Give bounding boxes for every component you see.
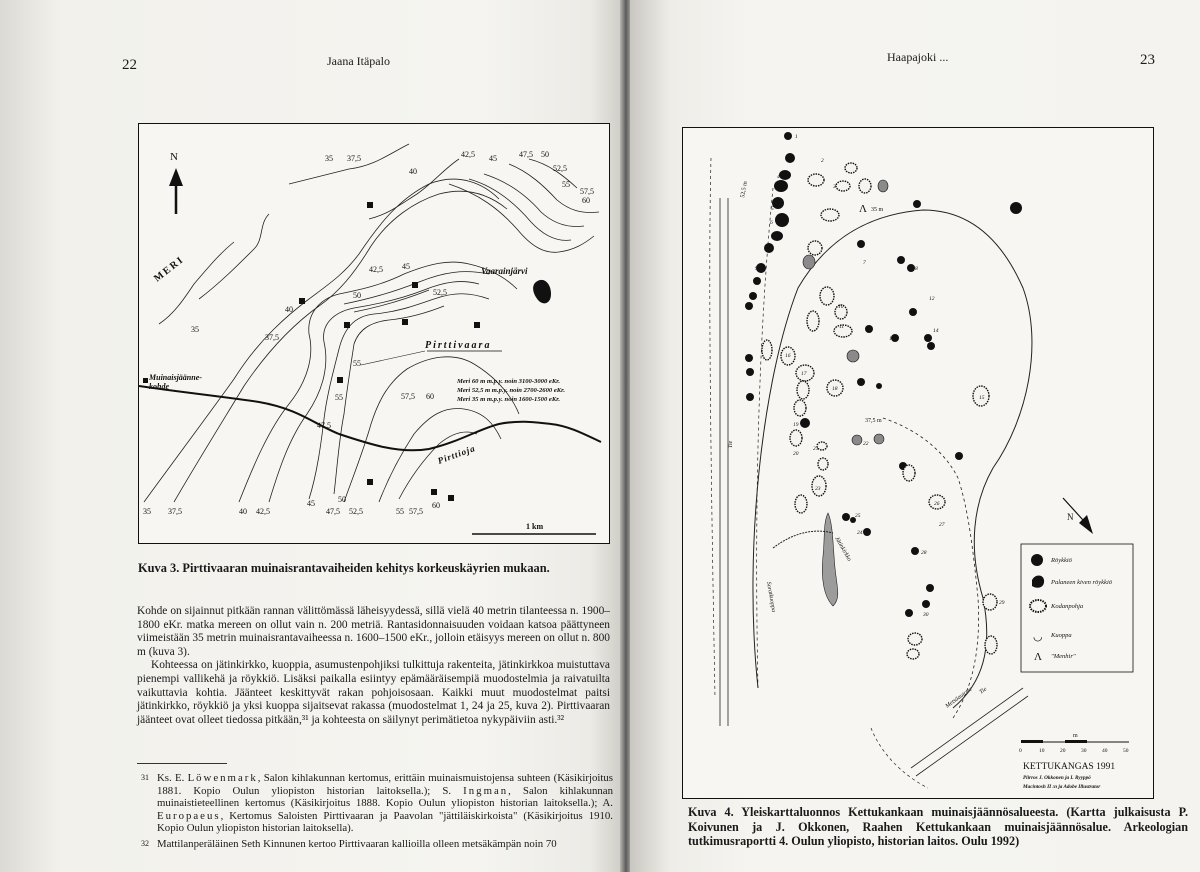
contour-label: 50 xyxy=(541,150,549,159)
lake-vaarainjarvi xyxy=(533,280,551,303)
marker-number: 7 xyxy=(863,260,866,266)
road-line xyxy=(916,696,1028,776)
site-marker xyxy=(402,319,408,325)
marker-number: 12 xyxy=(929,296,935,302)
marker-number: 11 xyxy=(839,324,845,330)
contour-label: 57,5 xyxy=(401,392,415,401)
pirttivaara-label: Pirttivaara xyxy=(425,340,492,351)
north-label: N xyxy=(1067,512,1074,522)
contour-label: 35 xyxy=(191,325,199,334)
contour-lines xyxy=(144,144,599,502)
cairn-markers xyxy=(745,132,1022,617)
marker-number: 20 xyxy=(793,451,799,457)
hut-base-markers xyxy=(762,163,997,659)
hut-base xyxy=(845,163,857,173)
marker-number: 4 xyxy=(777,174,780,180)
marker-number: 5 xyxy=(771,206,774,212)
cairn xyxy=(909,308,917,316)
cairn xyxy=(922,600,930,608)
hut-base xyxy=(907,649,919,659)
hut-base xyxy=(790,430,802,446)
site-marker xyxy=(412,282,418,288)
scale-tick: 30 xyxy=(1081,748,1087,754)
shaded-site xyxy=(852,435,862,445)
level-37-5m: 37,5 m xyxy=(865,418,882,424)
contour-map xyxy=(139,124,609,543)
marker-number: 6 xyxy=(770,220,773,226)
marker-number: 9 xyxy=(755,266,758,272)
running-head: Haapajoki ... xyxy=(887,50,949,64)
burnt-cairn-legend-icon xyxy=(1032,576,1044,588)
paragraph: Kohteessa on jätinkirkko, kuoppia, asumustenpohjiksi tulkittuja rakenteita, jätinkirkkoa muistuttava pienempi vallikehä ja röykkiö. Lisäksi paikalla esiintyy epämääräisempiä muodostelmia ja raivatuilta vaikuttavia kohtia. Jäänteet keskittyvät rakan pohjoisosaan. Kaikki muut muodostelmat paitsi jätinkirkko, röykkiö ja yksi kuoppa sijaitsevat rakassa (muodostelmat 1, 24 ja 25, kuva 2). Pirttivaaran jäänteet ovat olleet tiedossa pitkään,³¹ ja kohteesta on säilynyt perimätietoa nykypäiviin asti.³² xyxy=(137,659,610,726)
contour-label: 35 xyxy=(143,507,151,516)
contour-label: 45 xyxy=(489,154,497,163)
shaded-site xyxy=(874,434,884,444)
contour-label: 55 xyxy=(562,180,570,189)
contour-label: 55 xyxy=(353,359,361,368)
site-marker xyxy=(367,202,373,208)
menhir-legend-icon: Λ xyxy=(1034,651,1042,663)
cairn xyxy=(784,132,792,140)
jatinkirkko-shape xyxy=(822,513,837,606)
footnote xyxy=(137,772,613,835)
hut-base xyxy=(797,381,809,399)
cairn xyxy=(764,243,774,253)
contour-label: 50 xyxy=(338,495,346,504)
scale-label: 1 km xyxy=(526,522,544,531)
soratkuoppa-label: Soratkuoppa xyxy=(765,581,777,613)
contour-label: 60 xyxy=(426,392,434,401)
pit-legend-icon: ◡ xyxy=(1033,631,1043,643)
contour-label: 57,5 xyxy=(580,187,594,196)
right-page xyxy=(630,0,1200,872)
scale-tick: 40 xyxy=(1102,748,1108,754)
contour-label: 45 xyxy=(402,262,410,271)
footnote-rule xyxy=(137,763,227,764)
jatinkirkko-label: Jätinkirkko xyxy=(833,536,852,563)
cairn xyxy=(857,378,865,386)
marker-number: 18 xyxy=(832,386,838,392)
site-marker xyxy=(344,322,350,328)
sea-level-line: Meri 52,5 m m.p.y. noin 2700-2600 eKr. xyxy=(457,387,566,394)
cairn xyxy=(774,180,788,192)
footnote-text: Mattilanperäläinen Seth Kinnunen kertoo Pirttivaaran kallioilla olleen metsäkämpän noin 70 xyxy=(157,837,557,850)
shaded-site xyxy=(803,255,815,269)
contour-label: 60 xyxy=(432,501,440,510)
cairn-legend-icon xyxy=(1031,554,1043,566)
cairn xyxy=(876,383,882,389)
contour-label: 42,5 xyxy=(369,265,383,274)
hut-base xyxy=(762,340,772,360)
map-credits: Macintosh II :n ja Adobe Illustrator xyxy=(1023,784,1101,790)
cairn xyxy=(779,170,791,180)
scale-bar xyxy=(1019,733,1129,754)
metsatie-label: Metsäautotie xyxy=(944,686,974,710)
legend-item: Kuoppa xyxy=(1051,632,1072,639)
cairn xyxy=(746,393,754,401)
marker-number: 16 xyxy=(785,353,791,359)
cairn xyxy=(907,264,915,272)
marker-number: 10 xyxy=(838,304,844,310)
marker-number: 17 xyxy=(801,371,807,377)
cairn xyxy=(913,200,921,208)
marker-number: 8 xyxy=(915,266,918,272)
hut-base xyxy=(794,400,806,416)
marker-number: 29 xyxy=(999,600,1005,606)
hut-base xyxy=(820,287,834,305)
contour-label: 60 xyxy=(582,196,590,205)
north-label: N xyxy=(170,151,178,163)
footnote-text: , Kertomus Saloisten Pirttivaaran ja Paavolan "jättiläiskirkoista" (Käsikirjoitus 1910. Kopio Oulun yliopiston historian laitoksella). xyxy=(157,809,613,835)
running-head: Jaana Itäpalo xyxy=(327,54,390,68)
footnote-author: Europaeus xyxy=(157,809,221,822)
paragraph: Kohde on sijainnut pitkään rannan välittömässä läheisyydessä, sillä vielä 40 metrin tilanteessa n. 1900–1800 eKr. matka mereen on ollut vain n. 200 metriä. Rantasidonnaisuuden voidaan katsoa päättyneen viimeistään 35 metrin muinaisrantavaiheessa n. 1600–1500 eKr., jolloin etäisyys mereen on ollut n. 800 m (kuva 3). xyxy=(137,605,610,658)
pirttioja-label: Pirttioja xyxy=(436,442,477,466)
contour-label: 52,5 xyxy=(553,164,567,173)
map-credits: Piirros J. Okkonen ja I. Ryyppö xyxy=(1023,775,1091,781)
scale-tick: 0 xyxy=(1019,748,1022,754)
menhir-icon: Λ xyxy=(859,203,867,215)
cairn xyxy=(1010,202,1022,214)
site-marker xyxy=(431,489,437,495)
cairn xyxy=(745,302,753,310)
contour-label: 40 xyxy=(239,507,247,516)
hut-base xyxy=(807,311,819,331)
cairn xyxy=(772,197,784,209)
marker-number: 2 xyxy=(821,158,824,164)
marker-number: 13 xyxy=(889,336,895,342)
area-boundary xyxy=(753,210,1032,708)
contour-label: 42,5 xyxy=(461,150,475,159)
cairn xyxy=(746,368,754,376)
marker-number: 19 xyxy=(793,422,799,428)
meri-label: MERI xyxy=(152,254,187,285)
site-marker xyxy=(337,377,343,383)
contour-label: 55 xyxy=(396,507,404,516)
level-35m: 35 m xyxy=(871,207,884,213)
shaded-site xyxy=(847,350,859,362)
cairn xyxy=(865,325,873,333)
marker-number: 30 xyxy=(923,612,929,618)
marker-number: 21 xyxy=(813,446,819,452)
figure-map-kettukangas xyxy=(682,127,1154,799)
vaarainjarvi-label: Vaarainjärvi xyxy=(481,266,528,276)
site-marker xyxy=(474,322,480,328)
hut-base xyxy=(983,594,997,610)
scale-tick: 50 xyxy=(1123,748,1129,754)
cairn xyxy=(924,334,932,342)
hut-base xyxy=(985,636,997,654)
marker-number: 15 xyxy=(979,395,985,401)
contour-label: 52,5 xyxy=(349,507,363,516)
cairn xyxy=(745,354,753,362)
legend-item: Palaneen kiven röykkiö xyxy=(1051,579,1112,586)
cairn xyxy=(926,584,934,592)
contour-label: 37,5 xyxy=(265,333,279,342)
legend-item: Kodanpohja xyxy=(1051,603,1084,610)
contour-label: 52,5 xyxy=(433,288,447,297)
hut-base xyxy=(818,458,828,470)
contour-label: 45 xyxy=(307,499,315,508)
cairn xyxy=(749,292,757,300)
cairn xyxy=(927,342,935,350)
marker-number: 24 xyxy=(857,530,863,536)
legend-square-icon xyxy=(143,378,148,383)
contour-label: 35 xyxy=(325,154,333,163)
hut-base xyxy=(903,465,915,481)
marker-number: 14 xyxy=(933,328,939,334)
hut-base xyxy=(836,181,850,191)
site-marker xyxy=(299,298,305,304)
site-marker xyxy=(367,479,373,485)
marker-number: 23 xyxy=(815,486,821,492)
scale-tick: 10 xyxy=(1039,748,1045,754)
figure-map-pirttivaara xyxy=(138,123,610,544)
marker-number: 27 xyxy=(939,522,945,528)
legend-muinaisjaanne-text: Muinaisjäänne-kohde xyxy=(149,373,202,391)
footnote-text: , Salon kihlakunnan muinaistieteellinen kertomus (Käsikirjoitus 1888. Kopio Oulun yliopiston historian laitoksella.); A. xyxy=(157,784,613,810)
cairn xyxy=(771,231,783,241)
hut-base xyxy=(859,179,871,193)
marker-number: 3 xyxy=(833,184,836,190)
marker-number: 28 xyxy=(921,550,927,556)
cairn xyxy=(897,256,905,264)
cairn xyxy=(842,513,850,521)
road-label: Tie xyxy=(728,440,734,448)
hut-legend-icon xyxy=(1030,600,1046,612)
contour-label: 47,5 xyxy=(519,150,533,159)
hut-base xyxy=(821,209,839,221)
contour-label: 55 xyxy=(335,393,343,402)
marker-number: 26 xyxy=(934,501,940,507)
footnote-text: Ks. E. xyxy=(157,772,188,784)
pirttivaara-leader xyxy=(361,351,425,365)
marker-number: 25 xyxy=(855,513,861,519)
site-map xyxy=(683,128,1153,798)
level-52-5m: 52,5 m xyxy=(740,180,749,199)
footnote-mark: 32 xyxy=(141,838,149,848)
footnote xyxy=(137,838,613,851)
cairn xyxy=(753,277,761,285)
contour-label: 57,5 xyxy=(409,507,423,516)
cairn xyxy=(905,609,913,617)
footnote-text: , Salon kihlakunnan kertomus, erittäin muinaismuistojensa suhteen (Käsikirjoitus 1881. Kopio Oulun yliopiston historian laitoksella.); S. xyxy=(157,772,613,797)
body-text xyxy=(137,605,610,727)
shaded-site xyxy=(878,180,888,192)
marker-number: 1 xyxy=(795,134,798,140)
footnotes xyxy=(137,772,613,854)
figure-caption: Kuva 3. Pirttivaaran muinaisrantavaiheiden kehitys korkeuskäyrien mukaan. xyxy=(138,561,550,575)
legend-item: Röykkiö xyxy=(1051,557,1072,564)
hut-base xyxy=(808,241,822,255)
scale-tick: 20 xyxy=(1060,748,1066,754)
contour-label: 47,5 xyxy=(317,421,331,430)
page-number: 22 xyxy=(122,57,137,73)
cairn xyxy=(863,528,871,536)
hut-base xyxy=(808,174,824,186)
footnote-mark: 31 xyxy=(141,773,149,782)
scale-unit: m xyxy=(1073,733,1078,739)
scale-bar-segment xyxy=(1065,740,1087,743)
cairn xyxy=(800,418,810,428)
contour-label: 50 xyxy=(353,291,361,300)
map-title: KETTUKANGAS 1991 xyxy=(1023,762,1116,772)
contour-label: 42,5 xyxy=(256,507,270,516)
hut-base xyxy=(908,633,922,645)
contour-label: 40 xyxy=(409,167,417,176)
cairn xyxy=(955,452,963,460)
page-number: 23 xyxy=(1140,52,1155,68)
legend-item: "Menhir" xyxy=(1051,653,1076,660)
footnote-author: Ingman xyxy=(463,784,509,797)
contour-label: 37,5 xyxy=(168,507,182,516)
hut-base xyxy=(817,442,827,450)
hut-base xyxy=(795,495,807,513)
road-line xyxy=(911,688,1023,768)
contour-label: 47,5 xyxy=(326,507,340,516)
cairn xyxy=(775,213,789,227)
sea-level-line: Meri 35 m m.p.y. noin 1600-1500 eKr. xyxy=(457,396,561,403)
figure-caption: Kuva 4. Yleiskarttaluonnos Kettukankaan muinaisjäännösalueesta. (Kartta julkaisusta P. Koivunen ja J. Okkonen, Raahen Kettukankaan muinaisjäännösalue. Arkeologian tutkimusraportti 4. Oulun yliopisto, historian laitos. Oulu 1992) xyxy=(688,805,1188,849)
cairn xyxy=(857,240,865,248)
road-label-2: Tie xyxy=(978,686,989,696)
cairn xyxy=(911,547,919,555)
legend-muinaisjaanne xyxy=(149,373,221,403)
contour-label: 40 xyxy=(285,305,293,314)
footnote-author: Löwenmark xyxy=(187,772,258,784)
cairn xyxy=(785,153,795,163)
scale-bar-segment xyxy=(1021,740,1043,743)
contour-label: 37,5 xyxy=(347,154,361,163)
sea-level-line: Meri 60 m m.p.y. noin 3100-3000 eKr. xyxy=(457,378,561,385)
site-marker xyxy=(448,495,454,501)
map-legend xyxy=(1021,544,1133,672)
marker-number: 22 xyxy=(863,441,869,447)
north-arrow-icon xyxy=(169,168,183,186)
contour-dashed xyxy=(883,418,979,718)
